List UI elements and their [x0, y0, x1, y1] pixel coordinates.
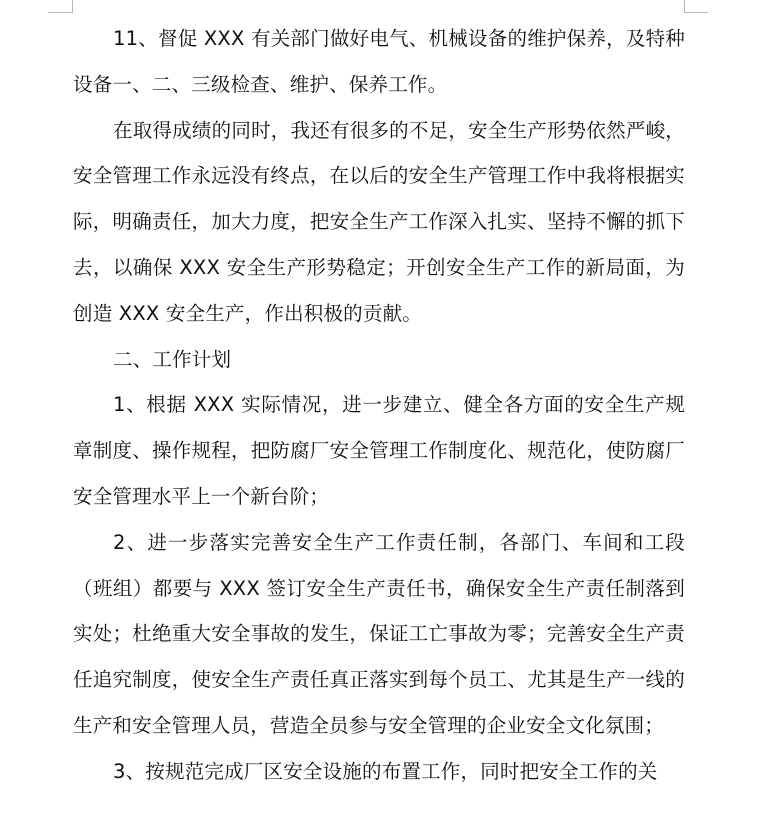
crop-mark-top-right: [684, 0, 685, 13]
paragraph-summary: 在取得成绩的同时，我还有很多的不足，安全生产形势依然严峻，安全管理工作永远没有终点，在以后的安全生产管理工作中我将根据实际，明确责任，加大力度，把安全生产工作深入扎实、坚持不懈的抓下去，以确保 XXX 安全生产形势稳定；开创安全生产工作的新局面，为创造 XXX 安全生产，作出积极的贡献。: [73, 118, 685, 325]
section-heading-work-plan: 二、工作计划: [113, 347, 232, 371]
paragraph-plan-1: 1、根据 XXX 实际情况，进一步建立、健全各方面的安全生产规章制度、操作规程，把防腐厂安全管理工作制度化、规范化，使防腐厂安全管理水平上一个新台阶；: [73, 393, 685, 508]
document-body: [73, 16, 685, 795]
paragraph-plan-2: 2、进一步落实完善安全生产工作责任制，各部门、车间和工段（班组）都要与 XXX 签订安全生产责任书，确保安全生产责任制落到实处；杜绝重大安全事故的发生，保证工亡事故为零；完善安全生产责任追究制度，使安全生产责任真正落实到每个员工、尤其是生产一线的生产和安全管理人员，营造全员参与安全管理的企业安全文化氛围；: [73, 530, 685, 737]
paragraph-item-11: 11、督促 XXX 有关部门做好电气、机械设备的维护保养，及特种设备一、二、三级检查、维护、保养工作。: [73, 27, 685, 96]
crop-mark-top-left: [72, 0, 73, 13]
paragraph-plan-3: 3、按规范完成厂区安全设施的布置工作，同时把安全工作的关: [113, 759, 658, 783]
crop-mark-top-right: [684, 12, 708, 13]
crop-mark-top-left: [48, 12, 72, 13]
